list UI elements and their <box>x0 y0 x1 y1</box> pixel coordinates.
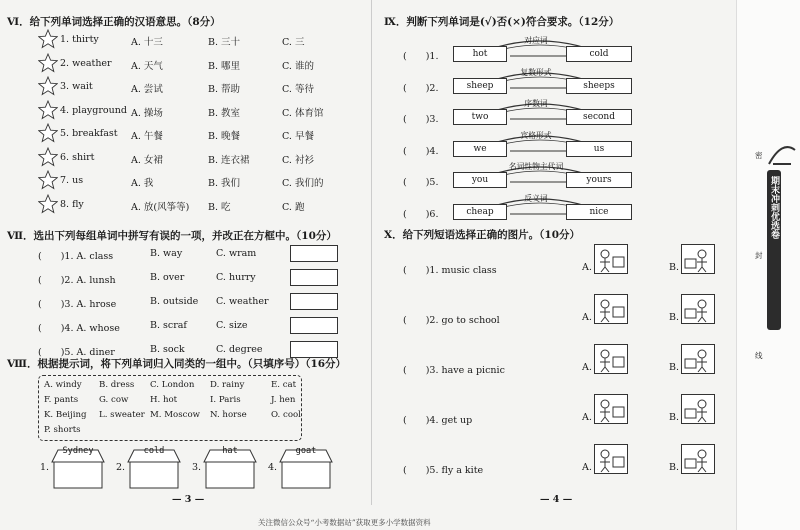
question-word: 6. shirt <box>60 151 95 163</box>
judge-number: ( )4. <box>403 145 439 157</box>
phrase-question: ( )4. get up <box>403 415 473 426</box>
right-word-box: yours <box>566 172 632 188</box>
option-a[interactable]: A. 放(风筝等) <box>131 201 190 213</box>
house-label: Sydney <box>62 446 94 456</box>
option-b[interactable]: B. scraf <box>150 320 187 331</box>
house-number: 2. <box>116 462 126 473</box>
option-b[interactable]: B. sock <box>150 344 185 355</box>
house-label: hat <box>222 446 238 456</box>
star-icon <box>38 123 58 143</box>
picture-b[interactable] <box>681 294 715 324</box>
word-bank-item: E. cat <box>271 380 297 390</box>
picture-a[interactable] <box>594 344 628 374</box>
section7-title: Ⅶ．选出下列每组单词中拼写有误的一项，并改正在方框中。（10分） <box>7 230 337 242</box>
option-a-label[interactable]: A. <box>582 362 592 373</box>
relation-label: 反义词 <box>524 193 548 203</box>
left-word-box: cheap <box>453 204 507 220</box>
spelling-question: ( )4. A. whose <box>38 323 120 334</box>
section9-title: Ⅸ．判断下列单词是(√)否(×)符合要求。（12分） <box>384 16 620 28</box>
brand-title: 期末冲刺优选卷 <box>769 176 779 239</box>
answer-box[interactable] <box>290 317 338 334</box>
word-bank-item: B. dress <box>99 380 135 390</box>
house-label: goat <box>295 446 317 456</box>
option-b-label[interactable]: B. <box>669 362 680 373</box>
option-a[interactable]: A. 尝试 <box>131 84 163 95</box>
brand-banner <box>767 170 781 330</box>
picture-b[interactable] <box>681 394 715 424</box>
spelling-question: ( )1. A. class <box>38 251 114 262</box>
left-word-box: you <box>453 172 507 188</box>
star-icon <box>38 170 58 190</box>
option-c[interactable]: C. 我们的 <box>282 178 324 189</box>
star-icon <box>38 100 58 120</box>
star-icon <box>38 29 58 49</box>
right-word-box: cold <box>566 46 632 62</box>
option-c[interactable]: C. degree <box>216 344 263 355</box>
house-number: 4. <box>268 462 278 473</box>
page-number-left: — 3 — <box>172 494 205 505</box>
judge-number: ( )2. <box>403 82 439 94</box>
question-word: 7. us <box>60 175 84 186</box>
picture-b[interactable] <box>681 344 715 374</box>
option-a[interactable]: A. 我 <box>131 178 154 189</box>
option-a[interactable]: A. 操场 <box>131 107 163 119</box>
word-bank-item: L. sweater <box>99 410 145 420</box>
word-bank-item: H. hot <box>150 395 178 405</box>
footer-note: 关注微信公众号“小考数据站”获取更多小学数据资料 <box>258 518 431 527</box>
spelling-question: ( )2. A. lunsh <box>38 275 116 286</box>
question-word: 8. fly <box>60 198 84 210</box>
judge-number: ( )6. <box>403 208 439 220</box>
spelling-question: ( )3. A. hrose <box>38 299 117 310</box>
star-icon <box>38 53 58 73</box>
option-a-label[interactable]: A. <box>582 462 592 473</box>
page-number-right: — 4 — <box>540 494 573 505</box>
question-word: 2. weather <box>60 57 112 69</box>
question-word: 1. thirty <box>60 34 99 45</box>
option-b[interactable]: B. 教室 <box>208 107 241 119</box>
seal-label-1: 密 <box>755 151 763 160</box>
option-b-label[interactable]: B. <box>669 462 680 473</box>
option-b[interactable]: B. 晚餐 <box>208 131 241 142</box>
word-bank-item: D. rainy <box>210 380 245 390</box>
option-b[interactable]: B. 连衣裙 <box>208 154 250 166</box>
answer-box[interactable] <box>290 269 338 286</box>
option-c[interactable]: C. 早餐 <box>282 131 314 142</box>
section6-title: Ⅵ．给下列单词选择正确的汉语意思。（8分） <box>7 16 221 28</box>
word-bank-item: I. Paris <box>210 395 241 405</box>
left-word-box: we <box>453 141 507 157</box>
option-c[interactable]: C. 等待 <box>282 84 314 95</box>
section10-title: Ⅹ．给下列短语选择正确的图片。（10分） <box>384 229 581 241</box>
left-word-box: hot <box>453 46 507 62</box>
option-b-label[interactable]: B. <box>669 262 680 273</box>
answer-box[interactable] <box>290 245 338 262</box>
option-a-label[interactable]: A. <box>582 262 592 273</box>
phrase-question: ( )1. music class <box>403 265 497 276</box>
word-bank-item: M. Moscow <box>150 410 200 420</box>
option-a-label[interactable]: A. <box>582 312 592 323</box>
word-bank-item: O. cool <box>271 410 301 420</box>
star-icon <box>38 194 58 214</box>
question-word: 3. wait <box>60 81 93 92</box>
judge-number: ( )1. <box>403 51 439 62</box>
option-c[interactable]: C. 衬衫 <box>282 154 314 166</box>
word-bank-item: K. Beijing <box>44 410 87 420</box>
option-c[interactable]: C. weather <box>216 296 269 307</box>
picture-a[interactable] <box>594 444 628 474</box>
option-a[interactable]: A. 午餐 <box>131 131 163 142</box>
judge-number: ( )5. <box>403 177 439 188</box>
option-b[interactable]: B. way <box>150 248 183 259</box>
house-label: cold <box>143 446 165 456</box>
spelling-question: ( )5. A. diner <box>38 347 115 358</box>
left-word-box: sheep <box>453 78 507 94</box>
picture-b[interactable] <box>681 244 715 274</box>
option-b-label[interactable]: B. <box>669 412 680 423</box>
option-b[interactable]: B. 我们 <box>208 178 241 189</box>
phrase-question: ( )3. have a picnic <box>403 365 505 376</box>
page-divider <box>371 0 372 505</box>
phrase-question: ( )5. fly a kite <box>403 465 484 476</box>
relation-label: 宾格形式 <box>520 130 552 140</box>
star-icon <box>38 76 58 96</box>
relation-label: 复数形式 <box>520 67 552 77</box>
option-b[interactable]: B. 帮助 <box>208 84 241 95</box>
option-a[interactable]: A. 十三 <box>131 37 163 48</box>
section8-title: Ⅷ．根据提示词，将下列单词归入同类的一组中。（只填序号）（16分） <box>7 358 347 370</box>
picture-a[interactable] <box>594 394 628 424</box>
option-b[interactable]: B. outside <box>150 296 199 307</box>
right-word-box: second <box>566 109 632 125</box>
brand-logo-icon <box>767 140 797 168</box>
word-bank-item: P. shorts <box>44 425 81 435</box>
house-number: 3. <box>192 462 202 473</box>
word-bank-item: F. pants <box>44 395 79 405</box>
option-b[interactable]: B. 吃 <box>208 201 231 213</box>
judge-number: ( )3. <box>403 114 439 125</box>
binding-strip <box>736 0 800 530</box>
relation-label: 对应词 <box>524 36 548 45</box>
relation-label: 序数词 <box>524 99 548 108</box>
option-b[interactable]: B. 哪里 <box>208 60 241 72</box>
right-word-box: nice <box>566 204 632 220</box>
option-c[interactable]: C. wram <box>216 248 257 259</box>
picture-a[interactable] <box>594 294 628 324</box>
right-word-box: sheeps <box>566 78 632 94</box>
question-word: 4. playground <box>60 104 127 116</box>
option-c[interactable]: C. hurry <box>216 272 256 283</box>
option-c[interactable]: C. size <box>216 320 248 331</box>
option-b[interactable]: B. 三十 <box>208 37 241 48</box>
option-a[interactable]: A. 女裙 <box>131 154 163 166</box>
right-word-box: us <box>566 141 632 157</box>
word-bank-item: A. windy <box>44 380 82 390</box>
option-b-label[interactable]: B. <box>669 312 680 323</box>
word-bank-item: C. London <box>150 380 195 390</box>
picture-a[interactable] <box>594 244 628 274</box>
option-a[interactable]: A. 天气 <box>131 60 163 72</box>
house-number: 1. <box>40 462 50 473</box>
option-c[interactable]: C. 体育馆 <box>282 107 324 119</box>
option-a-label[interactable]: A. <box>582 412 592 423</box>
word-bank-item: N. horse <box>210 410 247 420</box>
option-c[interactable]: C. 三 <box>282 37 305 48</box>
picture-b[interactable] <box>681 444 715 474</box>
option-c[interactable]: C. 跑 <box>282 201 305 213</box>
seal-label-3: 线 <box>755 351 763 360</box>
seal-label-2: 封 <box>755 251 763 260</box>
answer-box[interactable] <box>290 293 338 310</box>
left-word-box: two <box>453 109 507 125</box>
relation-label: 名词性物主代词 <box>508 162 564 171</box>
option-b[interactable]: B. over <box>150 272 185 283</box>
option-c[interactable]: C. 谁的 <box>282 60 314 72</box>
word-bank-item: G. cow <box>99 395 129 405</box>
phrase-question: ( )2. go to school <box>403 315 500 326</box>
word-bank-item: J. hen <box>271 395 296 405</box>
question-word: 5. breakfast <box>60 128 118 139</box>
star-icon <box>38 147 58 167</box>
